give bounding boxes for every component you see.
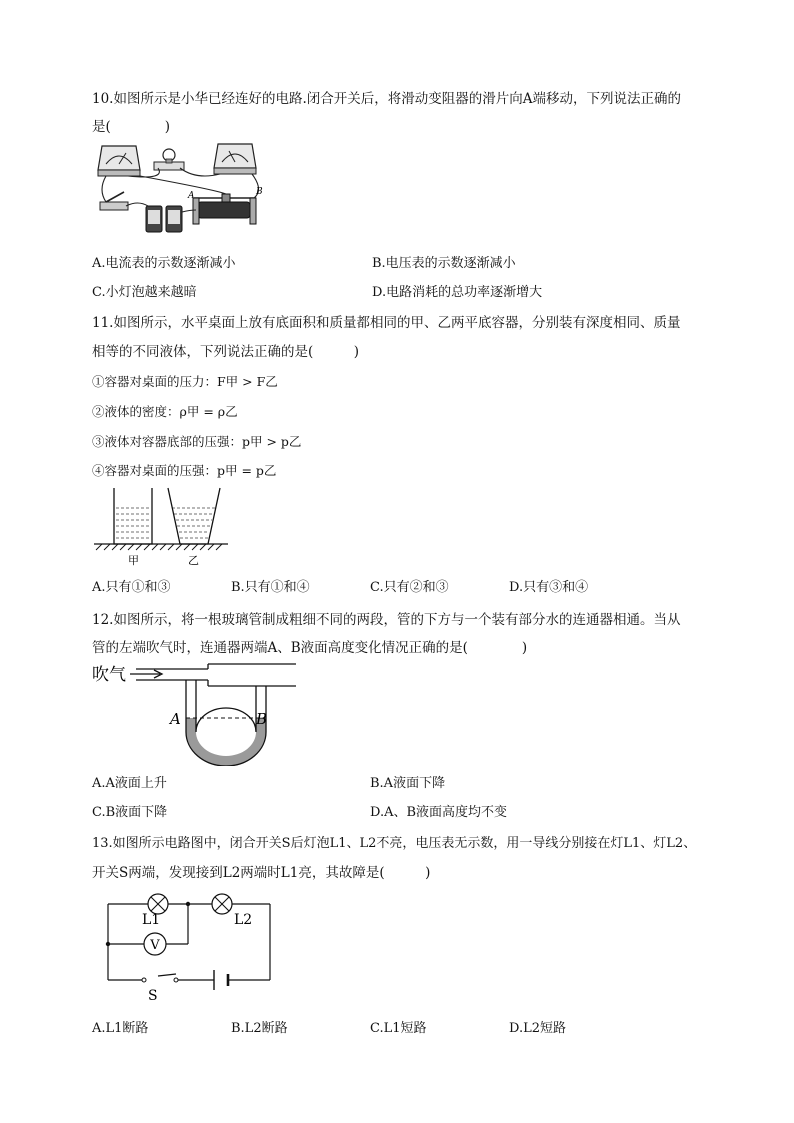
q10-option-b: B.电压表的示数逐渐减小: [372, 256, 516, 271]
u-tube-liquid: [186, 718, 266, 766]
q10-stem-line2: 是( ): [92, 119, 171, 135]
label-s: S: [148, 988, 158, 1002]
lamp-l1-icon: [148, 894, 168, 914]
label-jia: 甲: [128, 554, 139, 567]
label-a: A: [188, 191, 195, 201]
q11-statement-2: ②液体的密度：ρ甲 = ρ乙: [92, 404, 238, 419]
switch-icon: [100, 192, 128, 210]
label-blow: 吹气: [92, 665, 126, 684]
label-l1: L1: [142, 912, 161, 928]
q12-stem-line2: 管的左端吹气时，连通器两端A、B液面高度变化情况正确的是( ): [92, 640, 528, 656]
label-yi: 乙: [188, 554, 199, 567]
q13-stem-line1: 13.如图所示电路图中，闭合开关S后灯泡L1、L2不亮，电压表无示数，用一导线分别接在灯L1、灯L2、: [92, 836, 697, 851]
q10-option-a: A.电流表的示数逐渐减小: [92, 256, 236, 271]
container-yi: [168, 488, 220, 544]
q13-option-b: B.L2断路: [231, 1021, 288, 1036]
q12-tube-figure: [92, 660, 298, 766]
q13-option-d: D.L2短路: [509, 1021, 566, 1036]
q11-option-b: B.只有①和④: [231, 580, 310, 595]
voltmeter-icon: [144, 933, 166, 955]
lamp-icon: [154, 149, 184, 170]
q12-option-d: D.A、B液面高度均不变: [370, 805, 508, 820]
q13-stem-line2: 开关S两端，发现接到L2两端时L1亮，其故障是( ): [92, 865, 431, 881]
label-b: B: [256, 187, 263, 197]
q10-option-d: D.电路消耗的总功率逐渐增大: [372, 285, 543, 300]
q11-statement-4: ④容器对桌面的压强：p甲 = p乙: [92, 463, 277, 478]
label-a: A: [170, 710, 181, 728]
lamp-l2-icon: [212, 894, 232, 914]
q13-circuit-figure: [104, 892, 276, 1002]
q11-stem-line2: 相等的不同液体，下列说法正确的是( ): [92, 344, 360, 360]
ammeter-icon: [98, 146, 140, 176]
label-b: B: [256, 710, 268, 728]
q10-option-c: C.小灯泡越来越暗: [92, 285, 197, 300]
label-v: V: [150, 938, 160, 953]
q10-stem-line1: 10.如图所示是小华已经连好的电路.闭合开关后，将滑动变阻器的滑片向A端移动，下列说法正确的: [92, 91, 682, 107]
q11-statement-3: ③液体对容器底部的压强：p甲 > p乙: [92, 434, 302, 449]
q11-containers-figure: [92, 486, 232, 568]
q12-option-c: C.B液面下降: [92, 805, 168, 820]
q11-option-d: D.只有③和④: [509, 580, 589, 595]
q13-option-a: A.L1断路: [92, 1021, 149, 1036]
switch-icon: [142, 978, 178, 982]
rheostat-icon: [193, 194, 256, 224]
liquid-yi: [172, 508, 216, 538]
q11-option-a: A.只有①和③: [92, 580, 171, 595]
battery-icon: [146, 206, 182, 232]
label-l2: L2: [234, 912, 253, 928]
q11-statement-1: ①容器对桌面的压力：F甲 > F乙: [92, 374, 278, 389]
q11-option-c: C.只有②和③: [370, 580, 449, 595]
battery-icon: [214, 970, 228, 990]
voltmeter-icon: [214, 144, 256, 174]
q10-circuit-figure: [96, 140, 268, 236]
q12-option-a: A.A液面上升: [92, 776, 167, 791]
q13-option-c: C.L1短路: [370, 1021, 427, 1036]
q11-stem-line1: 11.如图所示，水平桌面上放有底面积和质量都相同的甲、乙两平底容器，分别装有深度相同、质量: [92, 315, 681, 331]
q12-option-b: B.A液面下降: [370, 776, 446, 791]
q12-stem-line1: 12.如图所示，将一根玻璃管制成粗细不同的两段，管的下方与一个装有部分水的连通器相通。当从: [92, 612, 681, 628]
